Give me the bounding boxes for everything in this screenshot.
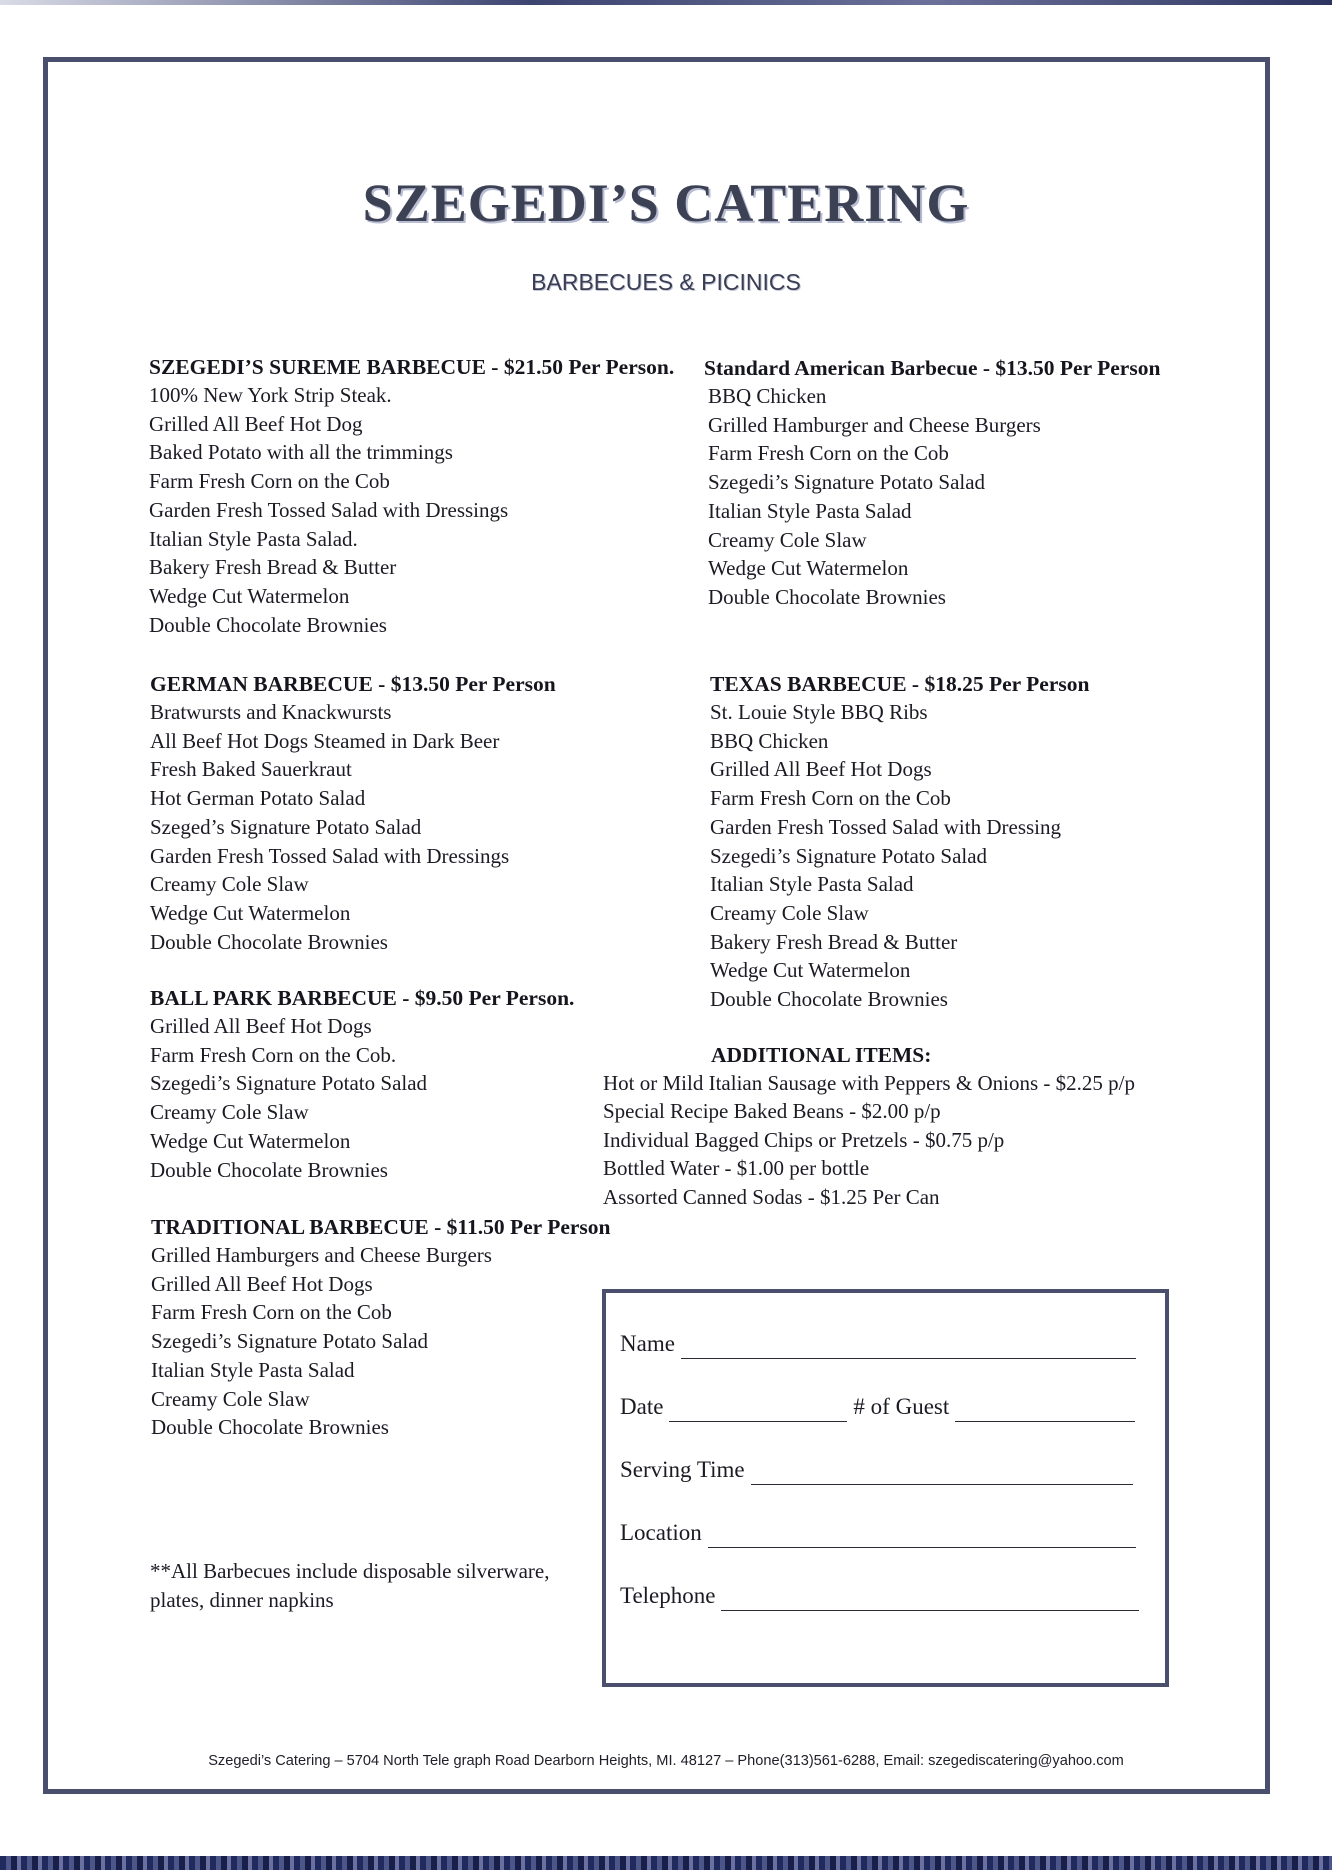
top-edge-strip [0, 0, 1332, 5]
telephone-label: Telephone [620, 1583, 716, 1608]
telephone-input-line[interactable] [721, 1586, 1139, 1611]
menu-item: Double Chocolate Brownies [708, 584, 946, 609]
menu-item: Wedge Cut Watermelon [150, 1128, 351, 1153]
menu-item: St. Louie Style BBQ Ribs [710, 700, 928, 724]
menu-item: Fresh Baked Sauerkraut [150, 757, 352, 782]
name-field[interactable] [620, 1329, 1136, 1359]
menu-item: Garden Fresh Tossed Salad with Dressings [149, 497, 509, 522]
menu-item: Farm Fresh Corn on the Cob [710, 786, 951, 811]
menu-item: Farm Fresh Corn on the Cob [151, 1300, 392, 1325]
menu-item: Double Chocolate Brownies [710, 987, 948, 1012]
menu-item: Assorted Canned Sodas - $1.25 Per Can [603, 1184, 940, 1209]
page-title: SZEGEDI’S CATERING [362, 173, 970, 233]
location-input-line[interactable] [708, 1523, 1136, 1548]
menu-item: Wedge Cut Watermelon [708, 556, 909, 581]
date-label: Date [620, 1394, 664, 1419]
menu-item: Double Chocolate Brownies [150, 929, 388, 954]
menu-item: Szegedi’s Signature Potato Salad [708, 470, 986, 495]
menu-traditional [151, 1213, 611, 1442]
additional-items [603, 1041, 1135, 1211]
menu-item: Grilled All Beef Hot Dog [149, 411, 363, 436]
menu-heading: Standard American Barbecue - $13.50 Per Person [704, 356, 1161, 380]
menu-item: Bottled Water - $1.00 per bottle [603, 1156, 870, 1181]
menu-item: Garden Fresh Tossed Salad with Dressings [150, 843, 510, 868]
menu-item: Wedge Cut Watermelon [710, 958, 911, 983]
menu-item: Creamy Cole Slaw [150, 1100, 309, 1125]
menu-heading: TRADITIONAL BARBECUE - $11.50 Per Person [151, 1215, 611, 1239]
guests-label: # of Guest [853, 1394, 950, 1419]
menu-item: Szegedi’s Signature Potato Salad [150, 1071, 428, 1096]
menu-item: Szegedi’s Signature Potato Salad [710, 843, 988, 868]
menu-item: Szegedi’s Signature Potato Salad [151, 1329, 429, 1354]
menu-item: Bratwursts and Knackwursts [150, 700, 392, 724]
menu-supreme [149, 353, 674, 639]
serving-time-field[interactable] [620, 1455, 1133, 1485]
menu-item: BBQ Chicken [708, 384, 827, 408]
menu-item: All Beef Hot Dogs Steamed in Dark Beer [150, 728, 500, 753]
menu-heading: BALL PARK BARBECUE - $9.50 Per Person. [150, 986, 575, 1010]
name-label: Name [620, 1331, 675, 1356]
menu-item: Szeged’s Signature Potato Salad [150, 814, 422, 839]
menu-item: Hot or Mild Italian Sausage with Peppers & Onions - $2.25 p/p [603, 1071, 1135, 1095]
menu-item: Bakery Fresh Bread & Butter [710, 929, 958, 954]
menu-item: Grilled Hamburger and Cheese Burgers [708, 412, 1041, 437]
menu-item: Double Chocolate Brownies [149, 612, 387, 637]
additional-heading: ADDITIONAL ITEMS: [711, 1043, 932, 1067]
menu-heading: TEXAS BARBECUE - $18.25 Per Person [710, 672, 1090, 696]
date-guests-row [620, 1392, 1135, 1422]
menu-items [151, 1241, 611, 1442]
menu-item: Italian Style Pasta Salad. [149, 526, 358, 551]
menu-heading: SZEGEDI’S SUREME BARBECUE - $21.50 Per Person. [149, 355, 675, 379]
menu-item: Wedge Cut Watermelon [150, 900, 351, 925]
menu-ball-park [150, 984, 574, 1184]
telephone-field[interactable] [620, 1581, 1139, 1611]
menu-item: Hot German Potato Salad [150, 786, 366, 811]
menu-item: Creamy Cole Slaw [708, 527, 867, 552]
menu-item: Creamy Cole Slaw [151, 1386, 310, 1411]
bottom-edge-strip [0, 1856, 1332, 1870]
menu-items [149, 381, 674, 639]
menu-item: Grilled All Beef Hot Dogs [150, 1014, 372, 1038]
location-label: Location [620, 1520, 702, 1545]
menu-item: Farm Fresh Corn on the Cob. [150, 1042, 397, 1067]
menu-item: Special Recipe Baked Beans - $2.00 p/p [603, 1099, 941, 1124]
menu-texas [710, 670, 1089, 1014]
additional-list [603, 1069, 1135, 1211]
menu-item: BBQ Chicken [710, 728, 829, 753]
menu-standard-american [704, 354, 1160, 612]
menu-items [704, 382, 1160, 612]
menu-item: Garden Fresh Tossed Salad with Dressing [710, 814, 1062, 839]
menu-item: Grilled All Beef Hot Dogs [710, 757, 932, 782]
menu-item: Italian Style Pasta Salad [708, 498, 912, 523]
footer-contact: Szegedi’s Catering – 5704 North Tele graph Road Dearborn Heights, MI. 48127 – Phone(313)561-6288, Email: szegediscatering@yahoo.com [208, 1753, 1124, 1769]
name-input-line[interactable] [681, 1334, 1136, 1359]
menu-item: Individual Bagged Chips or Pretzels - $0.75 p/p [603, 1127, 1005, 1152]
menu-item: Creamy Cole Slaw [150, 872, 309, 897]
menu-items [150, 1012, 574, 1184]
menu-item: 100% New York Strip Steak. [149, 383, 392, 407]
location-field[interactable] [620, 1518, 1136, 1548]
menu-item: Grilled Hamburgers and Cheese Burgers [151, 1243, 492, 1267]
menu-item: Double Chocolate Brownies [151, 1415, 389, 1440]
menu-items [710, 698, 1089, 1014]
guests-input-line[interactable] [955, 1397, 1135, 1422]
menu-items [150, 698, 556, 956]
menu-item: Bakery Fresh Bread & Butter [149, 555, 397, 580]
serving-time-input-line[interactable] [751, 1460, 1133, 1485]
order-form-box [602, 1289, 1169, 1687]
menu-item: Italian Style Pasta Salad [710, 872, 914, 897]
menu-item: Italian Style Pasta Salad [151, 1357, 355, 1382]
menu-item: Wedge Cut Watermelon [149, 583, 350, 608]
date-input-line[interactable] [669, 1397, 847, 1422]
menu-german [150, 670, 556, 956]
menu-item: Double Chocolate Brownies [150, 1157, 388, 1182]
menu-item: Baked Potato with all the trimmings [149, 440, 453, 465]
serving-time-label: Serving Time [620, 1457, 745, 1482]
menu-item: Creamy Cole Slaw [710, 900, 869, 925]
menu-item: Farm Fresh Corn on the Cob [149, 469, 390, 494]
menu-item: Farm Fresh Corn on the Cob [708, 441, 949, 466]
menu-item: Grilled All Beef Hot Dogs [151, 1271, 373, 1296]
page-subtitle: BARBECUES & PICINICS [531, 269, 801, 295]
menu-heading: GERMAN BARBECUE - $13.50 Per Person [150, 672, 556, 696]
included-note: **All Barbecues include disposable silverware, plates, dinner napkins [150, 1559, 550, 1612]
